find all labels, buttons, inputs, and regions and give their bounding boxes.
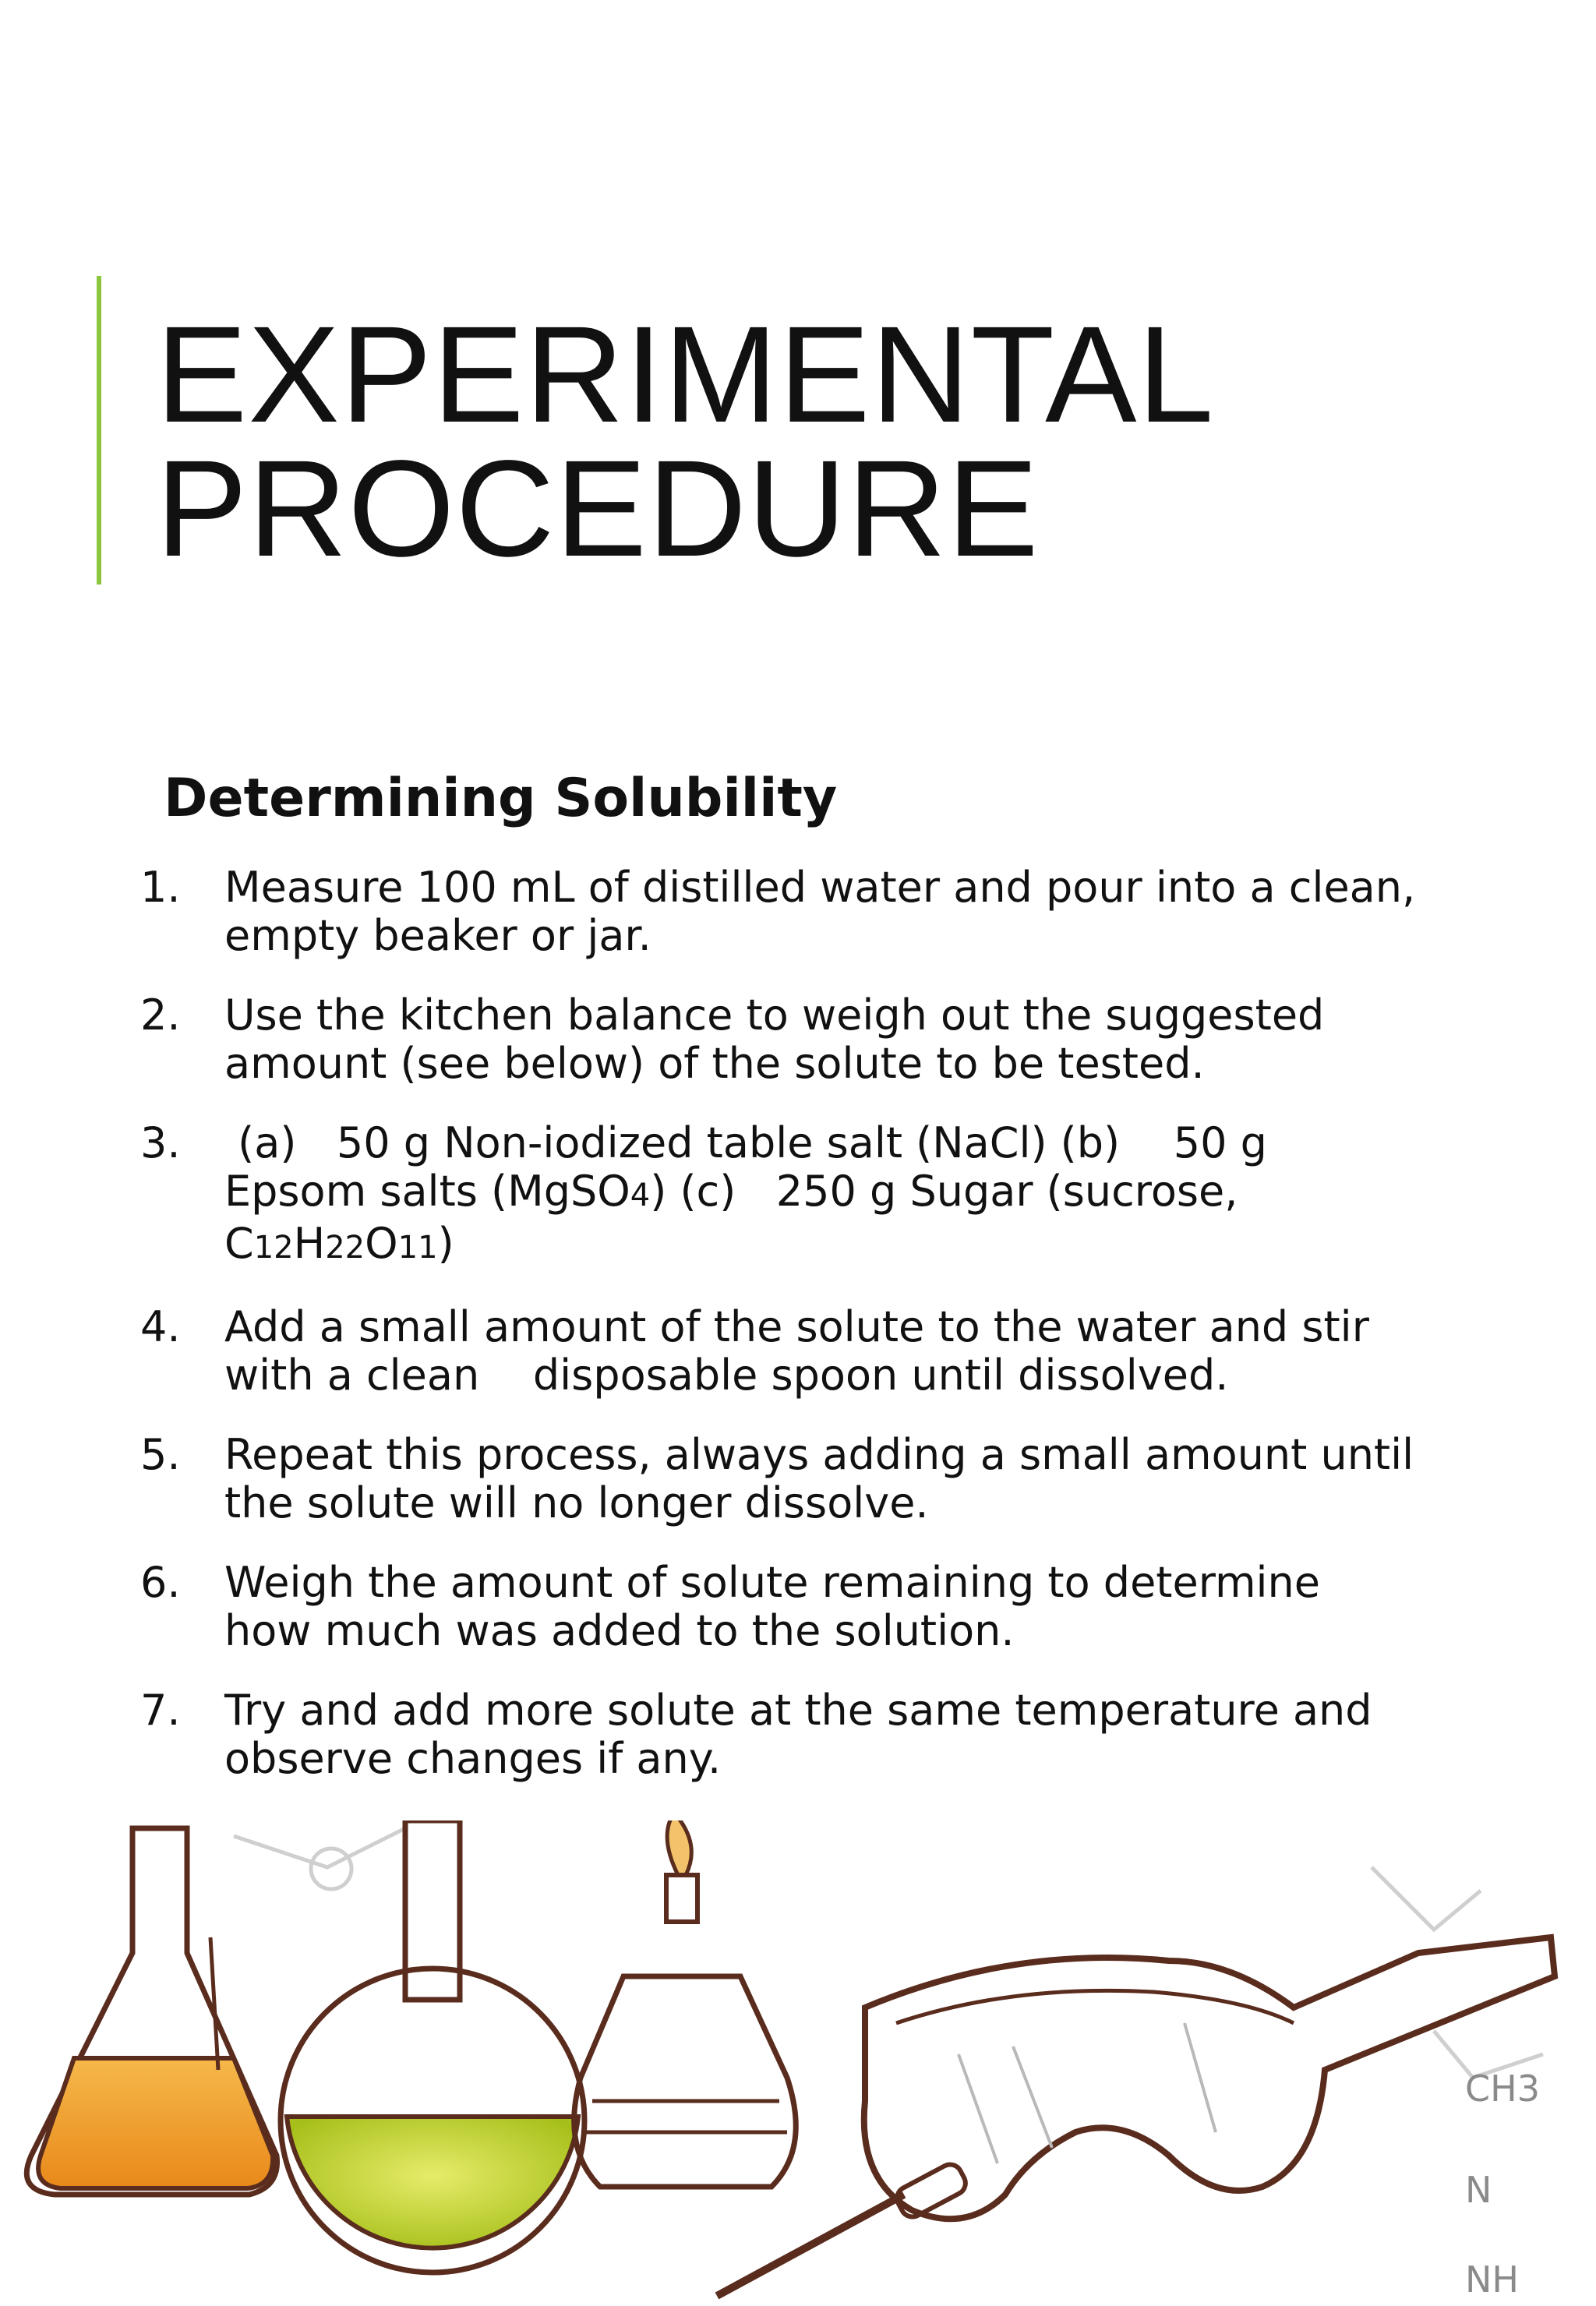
step-number: 4. <box>140 1302 181 1351</box>
step-text-part: ) <box>437 1219 454 1268</box>
subscript: 12 <box>253 1230 294 1266</box>
step-text-part: O <box>365 1219 398 1268</box>
step-text: Weigh the amount of solute remaining to determine how much was added to the solution. <box>224 1558 1321 1655</box>
step-number: 5. <box>140 1430 181 1479</box>
molecule-label-nh: NH <box>1465 2258 1519 2301</box>
list-item <box>140 1559 1418 1655</box>
safety-goggles-icon <box>864 1937 1555 2219</box>
step-text: Use the kitchen balance to weigh out the suggested amount (see below) of the solute to be tested. <box>224 991 1325 1088</box>
lab-equipment-illustration <box>0 1820 1596 2306</box>
title-line-1: EXPERIMENTAL <box>156 298 1215 451</box>
step-text: Measure 100 mL of distilled water and pour into a clean, empty beaker or jar. <box>224 863 1416 960</box>
list-item <box>140 991 1418 1088</box>
subscript: 11 <box>397 1230 438 1266</box>
list-item <box>140 863 1418 960</box>
step-text-part: (a) 50 g Non-iodized table salt (NaCl) (b) 50 g Epsom salts (MgSO <box>224 1118 1281 1216</box>
step-number: 1. <box>140 863 181 912</box>
list-item <box>140 1119 1418 1272</box>
step-text-part: H <box>293 1219 326 1268</box>
step-number: 6. <box>140 1558 181 1607</box>
title-accent-bar <box>97 276 101 584</box>
step-text-part: ) (c) 250 g Sugar (sucrose, C <box>224 1167 1252 1268</box>
step-text: Try and add more solute at the same temperature and observe changes if any. <box>224 1686 1372 1783</box>
lab-equipment-drawing <box>0 1820 1596 2306</box>
step-number: 2. <box>140 991 181 1040</box>
step-number: 3. <box>140 1118 181 1167</box>
erlenmeyer-flask-icon <box>26 1828 277 2195</box>
procedure-list <box>140 863 1418 1820</box>
molecule-label-ch3: CH3 <box>1465 2068 1540 2110</box>
step-number: 7. <box>140 1686 181 1735</box>
molecule-background-icon <box>234 1828 1543 2078</box>
list-item <box>140 1686 1418 1783</box>
list-item <box>140 1303 1418 1400</box>
step-text <box>224 1118 1280 1268</box>
alcohol-burner-icon <box>574 1820 796 2187</box>
list-item <box>140 1431 1418 1527</box>
molecule-label-n: N <box>1465 2169 1492 2211</box>
step-text: Repeat this process, always adding a small amount until the solute will no longer dissolve. <box>224 1430 1414 1527</box>
section-subtitle: Determining Solubility <box>164 768 838 829</box>
title-line-2: PROCEDURE <box>156 433 1040 585</box>
subscript: 22 <box>325 1230 365 1266</box>
dropper-icon <box>717 2160 969 2296</box>
slide-title <box>156 298 1215 585</box>
subscript: 4 <box>630 1178 651 1213</box>
step-text: Add a small amount of the solute to the water and stir with a clean disposable spoon until dissolved. <box>224 1302 1383 1400</box>
